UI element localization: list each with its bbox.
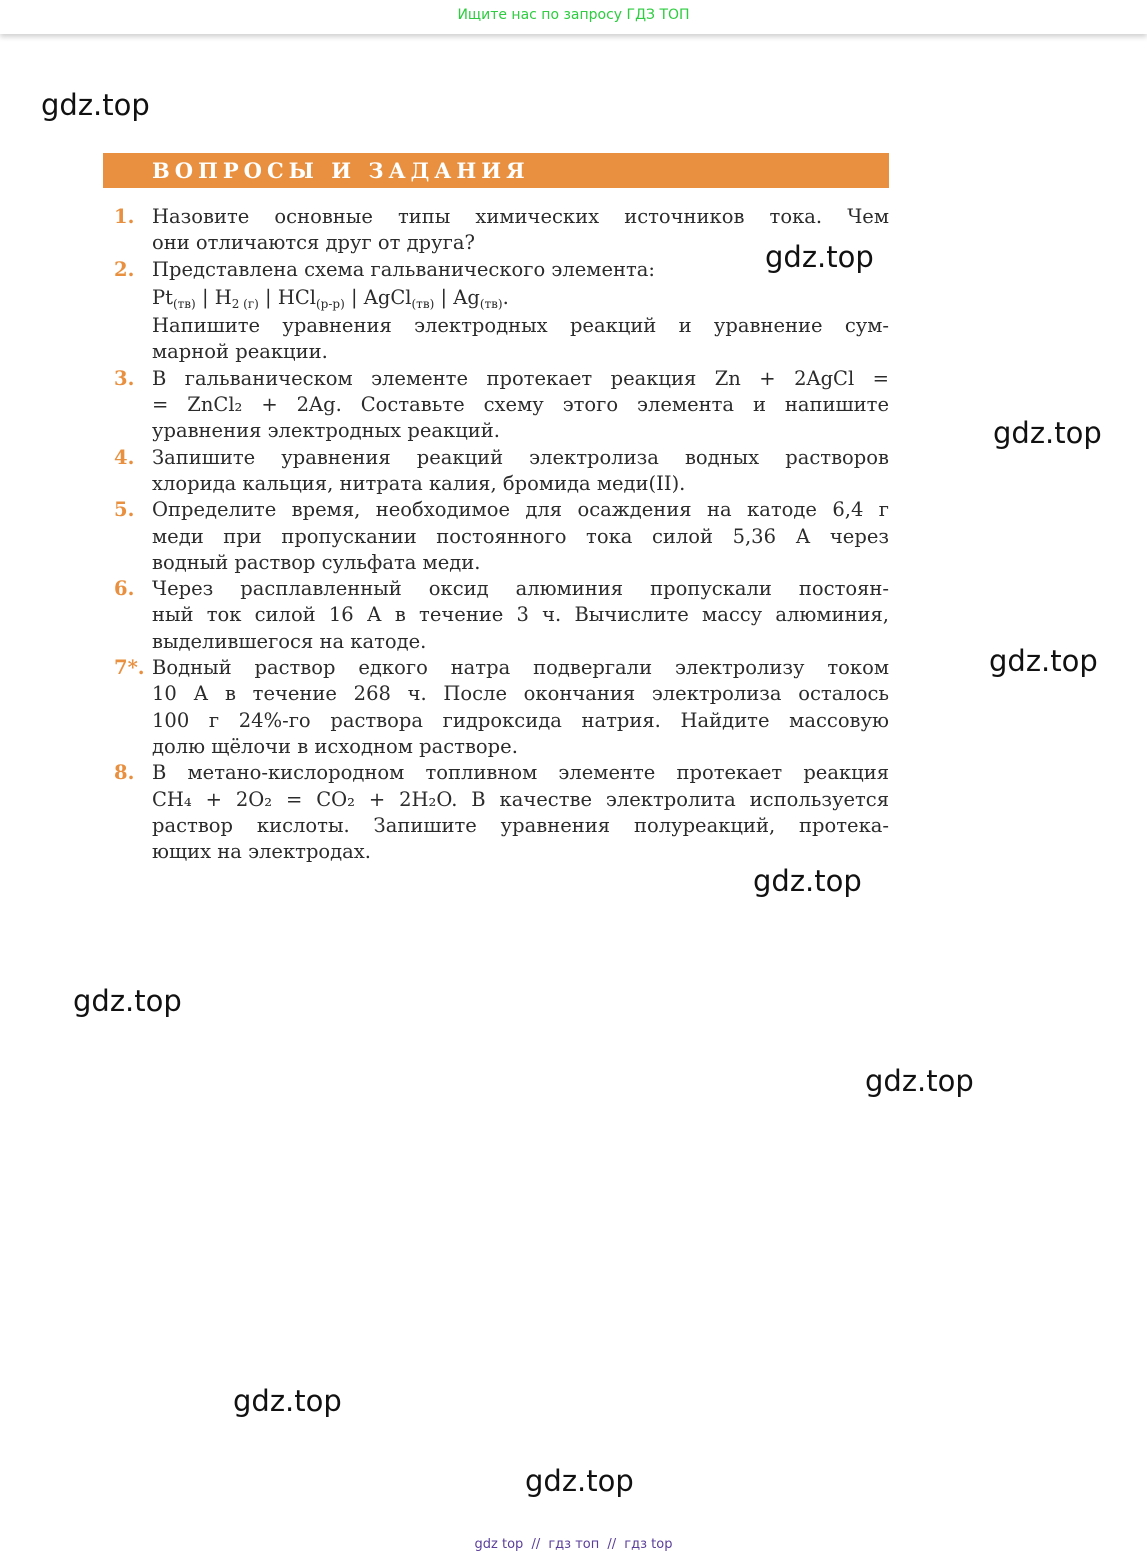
task-item [114, 257, 889, 366]
task-item [114, 497, 889, 576]
task-item [114, 204, 889, 257]
task-number: 2. [114, 257, 135, 281]
section-title: ВОПРОСЫ И ЗАДАНИЯ [152, 158, 530, 183]
task-number: 8. [114, 761, 135, 785]
task-number: 7*. [114, 656, 145, 680]
task-line: = ZnCl₂ + 2Ag. Составьте схему этого элемента и напишите [152, 393, 889, 417]
task-number: 6. [114, 577, 135, 601]
footer-links [0, 1537, 1147, 1552]
galvanic-scheme: $Pt_{(тв)}$ | $H_{2 (г)}$ | HCl$_{(р-р)}$ | AgCl$_{(тв)}$ | $Ag_{(тв)}$. [152, 285, 509, 311]
task-line: Через расплавленный оксид алюминия пропускали постоян- [152, 577, 889, 601]
task-line: Водный раствор едкого натра подвергали электролизу током [152, 656, 889, 680]
task-line: В гальваническом элементе протекает реакция Zn + 2AgCl = [152, 366, 889, 390]
task-line: Назовите основные типы химических источников тока. Чем [152, 205, 889, 228]
task-number: 1. [114, 205, 135, 228]
task-line: они отличаются друг от друга? [152, 231, 475, 255]
footer-separator: // [531, 1537, 541, 1552]
formula-sub: (тв) [411, 296, 435, 311]
task-number: 4. [114, 445, 135, 469]
task-number: 3. [114, 366, 135, 390]
formula-sub: (тв) [479, 296, 503, 311]
task-line: Запишите уравнения реакций электролиза водных растворов [152, 445, 889, 469]
formula-sep: | [265, 285, 272, 309]
formula-sep: | [201, 285, 209, 309]
task-line: 100 г 24%-го раствора гидроксида натрия. Найдите массовую [152, 708, 889, 732]
watermark: gdz.top [753, 864, 862, 898]
watermark: gdz.top [233, 1384, 342, 1418]
watermark: gdz.top [865, 1064, 974, 1098]
formula-h2: H [214, 285, 232, 309]
watermark: gdz.top [525, 1464, 634, 1498]
watermark: gdz.top [989, 644, 1098, 678]
task-line: 10 А в течение 268 ч. После окончания электролиза осталось [152, 682, 889, 706]
watermark: gdz.top [73, 984, 182, 1018]
formula-sub: (р-р) [316, 296, 345, 311]
task-line: В метано-кислородном топливном элементе протекает реакция [152, 761, 889, 785]
task-line: CH₄ + 2O₂ = CO₂ + 2H₂O. В качестве электролита используется [152, 787, 889, 811]
footer-link[interactable]: гдз топ [548, 1537, 600, 1552]
top-banner [0, 0, 1147, 34]
formula-hcl: HCl [277, 285, 316, 309]
task-line: раствор кислоты. Запишите уравнения полуреакций, протека- [152, 813, 889, 837]
task-item [114, 576, 889, 655]
formula-sub: (тв) [172, 296, 196, 311]
banner-text: Ищите нас по запросу ГДЗ ТОП [457, 7, 690, 23]
task-line: ный ток силой 16 А в течение 3 ч. Вычислите массу алюминия, [152, 603, 889, 627]
watermark: gdz.top [765, 240, 874, 274]
formula-ag: Ag [453, 285, 480, 309]
task-line: ющих на электродах. [152, 840, 371, 864]
section-header [103, 153, 889, 188]
formula-sep: | [440, 285, 448, 309]
task-item [114, 445, 889, 498]
task-item [114, 366, 889, 445]
task-item [114, 760, 889, 865]
task-line: Определите время, необходимое для осаждения на катоде 6,4 г [152, 498, 889, 522]
task-list [114, 204, 889, 865]
task-line: водный раствор сульфата меди. [152, 550, 481, 574]
footer-link[interactable]: гдз top [624, 1537, 673, 1552]
formula-sub: 2 (г) [231, 296, 259, 311]
task-line: выделившегося на катоде. [152, 629, 427, 653]
task-line: Представлена схема гальванического элемента: [152, 257, 655, 281]
watermark: gdz.top [993, 416, 1102, 450]
task-line: хлорида кальция, нитрата калия, бромида меди(II). [152, 471, 686, 495]
task-line: долю щёлочи в исходном растворе. [152, 734, 518, 758]
task-number: 5. [114, 498, 135, 522]
task-line: Напишите уравнения электродных реакций и уравнение сум- [152, 314, 889, 338]
task-item [114, 655, 889, 760]
footer-link[interactable]: gdz top [474, 1537, 524, 1552]
task-line: уравнения электродных реакций. [152, 419, 500, 443]
watermark: gdz.top [41, 88, 150, 122]
formula-agcl: AgCl [363, 285, 412, 309]
footer-separator: // [607, 1537, 617, 1552]
task-line: марной реакции. [152, 340, 328, 364]
task-line: меди при пропускании постоянного тока силой 5,36 А через [152, 524, 889, 548]
formula-pt: Pt [152, 285, 173, 309]
formula-sep: | [350, 285, 358, 309]
